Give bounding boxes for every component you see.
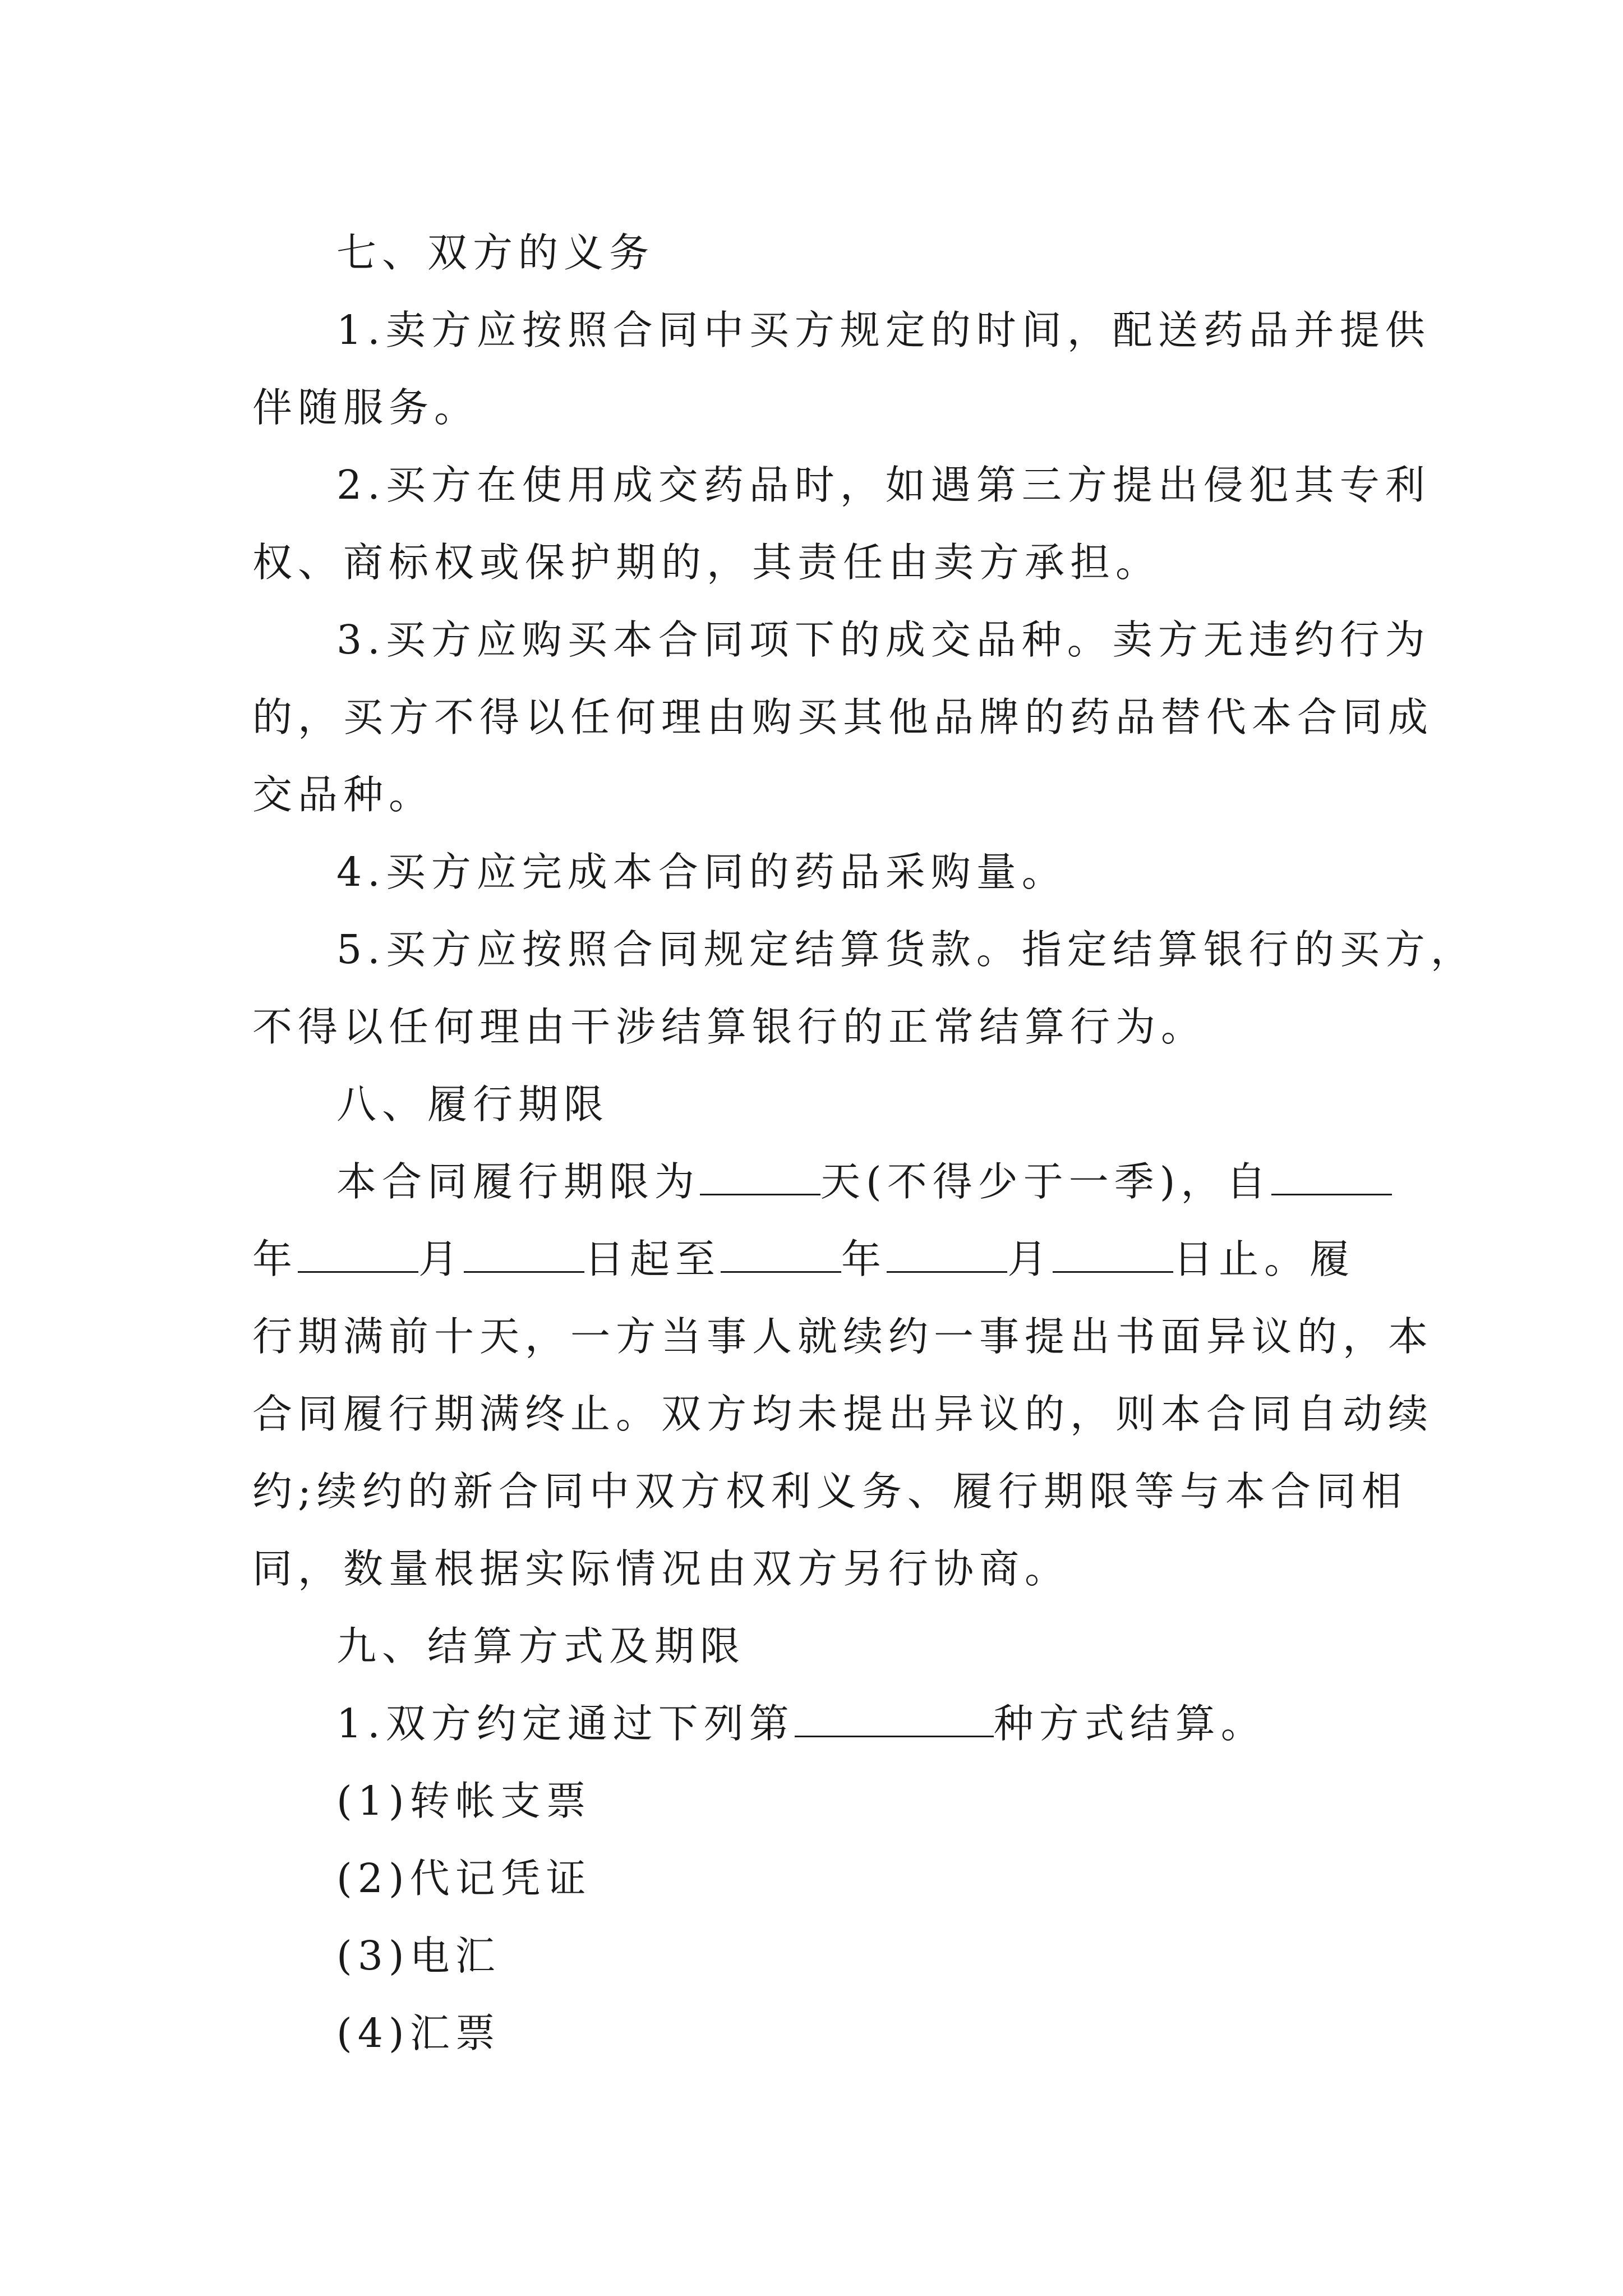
- document-page: [252, 214, 1476, 2072]
- section-9-title: 九、结算方式及期限: [336, 1623, 746, 1669]
- clause-7-1-line-1: 1.卖方应按照合同中买方规定的时间，配送药品并提供: [336, 307, 1431, 353]
- term-line-5: 约;续约的新合同中双方权利义务、履行期限等与本合同相: [252, 1468, 1407, 1515]
- clause-7-5-line-1: 5.买方应按照合同规定结算货款。指定结算银行的买方，: [336, 926, 1476, 973]
- month2-label: 月: [1007, 1236, 1053, 1282]
- option-transfer-check: (1)转帐支票: [336, 1778, 592, 1824]
- option-wire-transfer: (3)电汇: [336, 1932, 501, 1979]
- day-from-label: 日起至: [584, 1236, 721, 1282]
- settlement-text-end: 种方式结算。: [993, 1700, 1266, 1747]
- clause-7-2-line-2: 权、商标权或保护期的，其责任由卖方承担。: [252, 539, 1161, 586]
- year2-label: 年: [841, 1236, 887, 1282]
- clause-7-3-line-2: 的，买方不得以任何理由购买其他品牌的药品替代本合同成: [252, 694, 1434, 740]
- end-day-blank[interactable]: [1053, 1237, 1173, 1273]
- days-blank[interactable]: [700, 1160, 820, 1195]
- clause-7-2-line-1: 2.买方在使用成交药品时，如遇第三方提出侵犯其专利: [336, 462, 1431, 508]
- year-label: 年: [252, 1236, 298, 1282]
- term-line-4: 合同履行期满终止。双方均未提出异议的，则本合同自动续: [252, 1391, 1434, 1437]
- option-draft: (4)汇票: [336, 2010, 501, 2056]
- term-line-2: [252, 1221, 1374, 1298]
- clause-7-4: 4.买方应完成本合同的药品采购量。: [336, 849, 1067, 895]
- start-day-blank[interactable]: [464, 1237, 584, 1273]
- clause-7-3-line-1: 3.买方应购买本合同项下的成交品种。卖方无违约行为: [336, 616, 1431, 663]
- clause-7-3-line-3: 交品种。: [252, 771, 435, 818]
- day-end-label: 日止。履: [1173, 1236, 1355, 1282]
- term-line-6: 同，数量根据实际情况由双方另行协商。: [252, 1545, 1071, 1592]
- term-line-1: [252, 1143, 1374, 1221]
- month-label: 月: [418, 1236, 464, 1282]
- term-line-3: 行期满前十天，一方当事人就续约一事提出书面异议的，本: [252, 1313, 1434, 1360]
- option-voucher: (2)代记凭证: [336, 1855, 592, 1902]
- settlement-clause-1: [252, 1685, 1374, 1763]
- start-month-blank[interactable]: [298, 1237, 418, 1273]
- term-text-days: 天(不得少于一季)，自: [820, 1158, 1272, 1205]
- settlement-text-start: 1.双方约定通过下列第: [336, 1700, 795, 1747]
- clause-7-1-line-2: 伴随服务。: [252, 384, 480, 431]
- section-7-title: 七、双方的义务: [336, 229, 655, 276]
- end-month-blank[interactable]: [887, 1237, 1007, 1273]
- settlement-method-blank[interactable]: [795, 1702, 994, 1737]
- clause-7-5-line-2: 不得以任何理由干涉结算银行的正常结算行为。: [252, 1004, 1207, 1050]
- end-year-blank[interactable]: [721, 1237, 841, 1273]
- start-year-blank[interactable]: [1271, 1160, 1392, 1195]
- term-text-start: 本合同履行期限为: [336, 1158, 700, 1205]
- section-8-title: 八、履行期限: [336, 1081, 610, 1128]
